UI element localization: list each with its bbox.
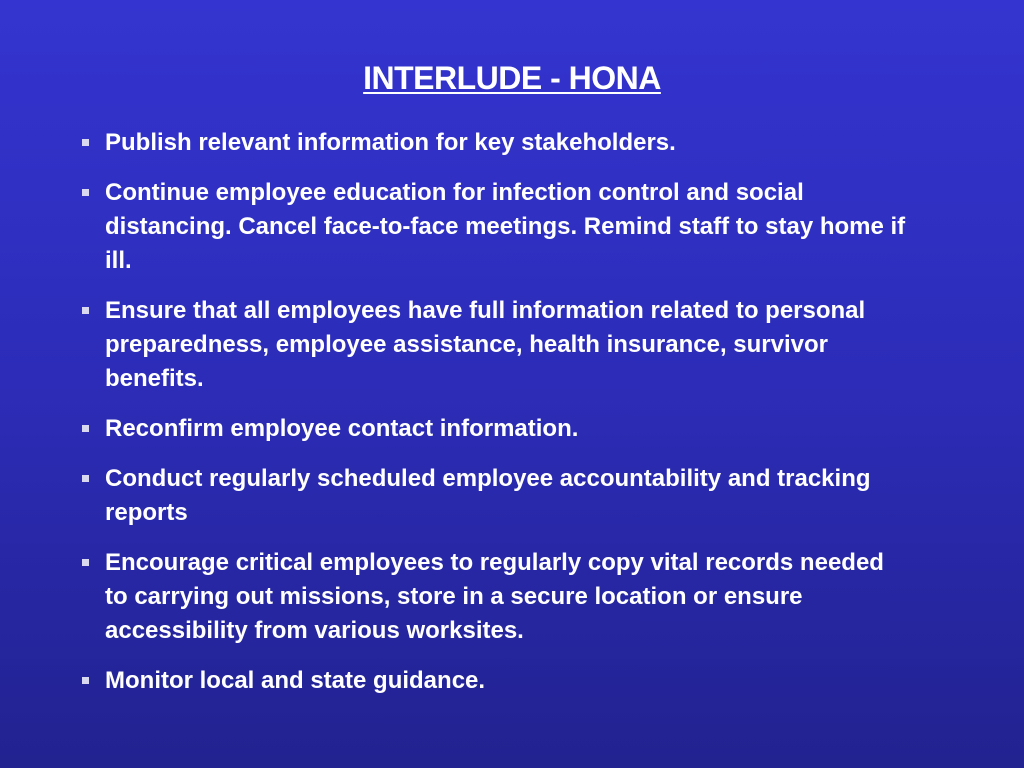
bullet-item	[80, 664, 910, 698]
square-bullet-icon	[82, 139, 89, 146]
square-bullet-icon	[82, 475, 89, 482]
bullet-text: Ensure that all employees have full information related to personal preparedness, employee assistance, health insurance, survivor benefits.	[105, 297, 866, 392]
square-bullet-icon	[82, 307, 89, 314]
bullet-text: Monitor local and state guidance.	[105, 667, 486, 694]
bullet-item	[80, 462, 910, 530]
square-bullet-icon	[82, 425, 89, 432]
bullet-item	[80, 294, 910, 396]
square-bullet-icon	[82, 189, 89, 196]
slide-title	[0, 58, 1024, 98]
square-bullet-icon	[82, 559, 89, 566]
bullet-text: Encourage critical employees to regularly copy vital records needed to carrying out missions, store in a secure location or ensure accessibility from various worksites.	[105, 549, 884, 644]
bullet-text: Publish relevant information for key stakeholders.	[105, 129, 676, 156]
bullet-text: Conduct regularly scheduled employee accountability and tracking reports	[105, 465, 871, 526]
slide-title-text: INTERLUDE - HONA	[363, 60, 661, 96]
bullet-item	[80, 546, 910, 648]
bullet-list	[80, 126, 910, 714]
bullet-item	[80, 176, 910, 278]
square-bullet-icon	[82, 677, 89, 684]
bullet-item	[80, 412, 910, 446]
bullet-item	[80, 126, 910, 160]
bullet-text: Continue employee education for infection control and social distancing. Cancel face-to-face meetings. Remind staff to stay home if ill.	[105, 179, 906, 274]
bullet-text: Reconfirm employee contact information.	[105, 415, 579, 442]
